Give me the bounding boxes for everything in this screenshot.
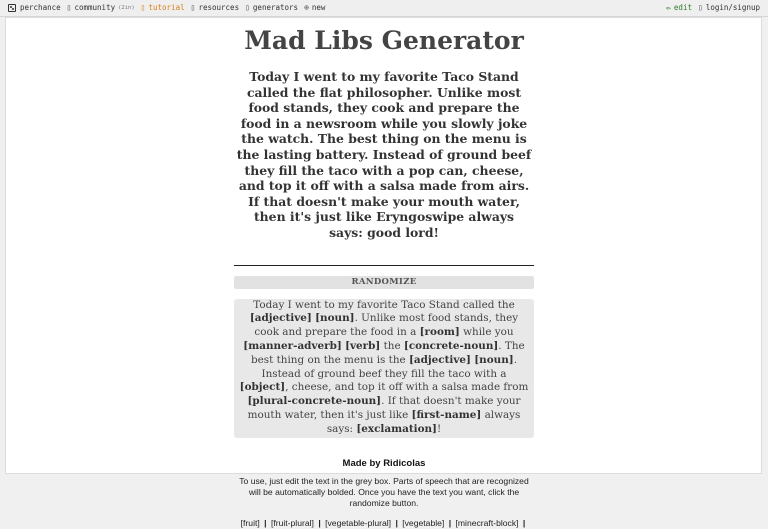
nav-right bbox=[666, 3, 760, 12]
tag-separator: | bbox=[448, 517, 452, 528]
top-nav bbox=[0, 0, 768, 17]
author-credit: Made by Ridicolas bbox=[342, 457, 426, 469]
tag-separator: | bbox=[395, 517, 398, 528]
tag-item[interactable]: [fruit-plural] bbox=[270, 517, 314, 528]
nav-generators[interactable] bbox=[245, 3, 298, 12]
template-text: always says: bbox=[326, 408, 521, 435]
tutorial-icon: ▯ bbox=[140, 3, 146, 12]
resources-icon: ▯ bbox=[190, 3, 196, 12]
pos-tag: [concrete-noun] bbox=[403, 339, 499, 352]
tag-separator: | bbox=[264, 517, 267, 528]
tag-item[interactable]: [vegetable] bbox=[402, 517, 445, 528]
template-text: . The best thing on the menu is the bbox=[251, 339, 525, 366]
pos-tag: [object] bbox=[239, 381, 286, 394]
template-text: , cheese, and top it off with a salsa made from bbox=[285, 381, 529, 394]
tag-item[interactable]: [fruit] bbox=[240, 517, 260, 528]
nav-tutorial[interactable] bbox=[141, 3, 185, 12]
nav-community-label: community bbox=[74, 3, 116, 12]
template-text: the bbox=[380, 339, 404, 352]
template-text: . Instead of ground beef they fill the taco with a bbox=[261, 353, 517, 380]
login-icon: ▯ bbox=[697, 3, 703, 12]
generator-content bbox=[234, 18, 534, 529]
nav-home[interactable] bbox=[8, 3, 61, 12]
template-editor[interactable] bbox=[234, 299, 534, 438]
template-text: . If that doesn't make your mouth water, then it's just like bbox=[247, 395, 521, 421]
pos-tag: [plural-concrete-noun] bbox=[247, 395, 382, 408]
pos-tag: [adjective] bbox=[249, 312, 312, 325]
generator-output-frame bbox=[5, 17, 762, 528]
generators-icon: ▯ bbox=[245, 3, 250, 12]
dice-icon bbox=[8, 4, 16, 12]
pos-tag: [noun] bbox=[315, 312, 355, 325]
instructions: To use, just edit the text in the grey box. Parts of speech that are recognized will be automatically bolded. Once you have the text you want, click the randomize button. bbox=[239, 475, 529, 508]
pos-tag: [adjective] bbox=[409, 353, 471, 366]
pos-tag: [manner-adverb] bbox=[243, 339, 342, 352]
template-text: while you bbox=[459, 326, 514, 339]
tag-separator: | bbox=[318, 517, 321, 528]
page-title: Mad Libs Generator bbox=[244, 26, 524, 55]
pos-tag: [noun] bbox=[474, 353, 514, 366]
tag-separator: | bbox=[522, 517, 526, 528]
template-text: ! bbox=[436, 422, 442, 435]
community-count: (2in) bbox=[118, 4, 135, 11]
pos-tag: [room] bbox=[419, 326, 460, 339]
nav-new-label: new bbox=[311, 3, 326, 12]
edit-icon: ✏ bbox=[666, 3, 671, 12]
nav-resources-label: resources bbox=[198, 3, 240, 12]
template-text: . Unlike most food stands, they cook and prepare the food in a bbox=[254, 312, 519, 339]
nav-edit-label: edit bbox=[673, 3, 692, 12]
nav-edit[interactable] bbox=[666, 3, 692, 12]
nav-home-label: perchance bbox=[20, 3, 61, 12]
pos-tag: [verb] bbox=[345, 339, 381, 352]
community-icon: ▯ bbox=[66, 3, 72, 12]
nav-resources[interactable] bbox=[191, 3, 239, 12]
nav-tutorial-label: tutorial bbox=[148, 3, 185, 12]
pos-tag: [first-name] bbox=[411, 408, 482, 421]
template-text: Today I went to my favorite Taco Stand called the bbox=[253, 298, 515, 311]
randomize-button[interactable]: RANDOMIZE bbox=[234, 276, 534, 289]
madlib-result: Today I went to my favorite Taco Stand called the flat philosopher. Unlike most food stands, they cook and prepare the food in a newsroom while you slowly joke the watch. The best thing on the menu is the lasting battery. Instead of ground beef they fill the taco with a pop can, cheese, and top it off with a salsa made from airs. If that doesn't make your mouth water, then it's just like Eryngoswipe always says: good lord! bbox=[236, 69, 532, 240]
tag-list bbox=[234, 518, 534, 529]
nav-generators-label: generators bbox=[252, 3, 299, 12]
nav-login-label: login/signup bbox=[705, 3, 760, 12]
nav-left bbox=[8, 3, 331, 12]
nav-new[interactable] bbox=[304, 3, 325, 12]
divider bbox=[234, 265, 534, 266]
nav-login[interactable] bbox=[698, 3, 760, 12]
pos-tag: [exclamation] bbox=[356, 422, 437, 435]
tag-item[interactable]: [vegetable-plural] bbox=[325, 517, 392, 528]
nav-community[interactable] bbox=[67, 3, 135, 12]
new-icon: ⊕ bbox=[304, 3, 309, 12]
tag-item[interactable]: [minecraft-block] bbox=[455, 517, 519, 528]
